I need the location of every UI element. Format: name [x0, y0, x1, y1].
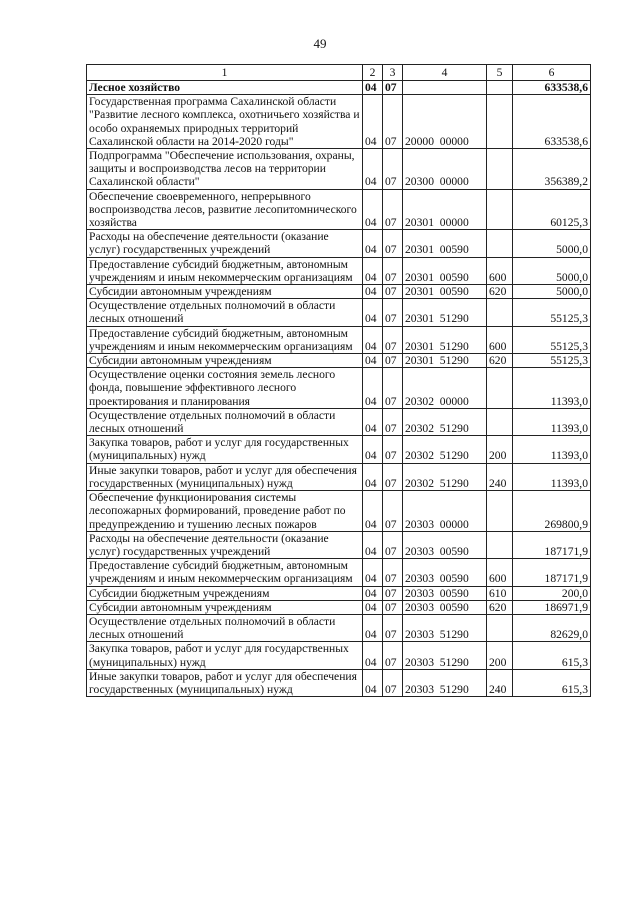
- cell-c5: [487, 95, 513, 149]
- cell-c3: 07: [383, 354, 403, 368]
- cell-c6: 82629,0: [513, 614, 591, 641]
- cell-c2: 04: [363, 257, 383, 284]
- cell-c2: 04: [363, 642, 383, 669]
- cell-c4: 20303 00590: [403, 600, 487, 614]
- cell-c5: 610: [487, 586, 513, 600]
- cell-c2: 04: [363, 285, 383, 299]
- cell-c4: 20303 00590: [403, 586, 487, 600]
- header-row: [87, 65, 591, 81]
- row-name: Закупка товаров, работ и услуг для государственных (муниципальных) нужд: [87, 642, 363, 669]
- cell-c4: 20301 51290: [403, 299, 487, 326]
- cell-c4: 20303 00590: [403, 559, 487, 586]
- row-name: Предоставление субсидий бюджетным, автономным учреждениям и иным некоммерческим организациям: [87, 257, 363, 284]
- cell-c6: 55125,3: [513, 354, 591, 368]
- table-row: [87, 436, 591, 463]
- cell-c4: 20303 51290: [403, 614, 487, 641]
- cell-c3: 07: [383, 149, 403, 190]
- table-row: [87, 669, 591, 696]
- cell-c4: 20301 00590: [403, 257, 487, 284]
- cell-c5: [487, 149, 513, 190]
- cell-c3: 07: [383, 600, 403, 614]
- table-row: [87, 368, 591, 409]
- cell-c4: 20301 00000: [403, 189, 487, 230]
- cell-c6: 55125,3: [513, 299, 591, 326]
- cell-c6: 269800,9: [513, 491, 591, 532]
- cell-c4: 20301 51290: [403, 354, 487, 368]
- table-row: [87, 642, 591, 669]
- row-name: Осуществление отдельных полномочий в области лесных отношений: [87, 408, 363, 435]
- cell-c2: 04: [363, 436, 383, 463]
- cell-c4: 20302 51290: [403, 436, 487, 463]
- cell-c3: 07: [383, 491, 403, 532]
- table-row: [87, 230, 591, 257]
- cell-c3: 07: [383, 189, 403, 230]
- table-row: [87, 95, 591, 149]
- cell-c5: 600: [487, 257, 513, 284]
- cell-c5: [487, 189, 513, 230]
- cell-c5: 620: [487, 600, 513, 614]
- cell-c6: 615,3: [513, 642, 591, 669]
- cell-c2: 04: [363, 95, 383, 149]
- cell-c6: 11393,0: [513, 436, 591, 463]
- row-name: Субсидии автономным учреждениям: [87, 285, 363, 299]
- header-cell: 5: [487, 65, 513, 81]
- table-row: [87, 285, 591, 299]
- cell-c6: 11393,0: [513, 408, 591, 435]
- page-number: 49: [313, 36, 327, 51]
- cell-c4: 20303 00000: [403, 491, 487, 532]
- cell-c4: 20303 51290: [403, 669, 487, 696]
- cell-c6: 615,3: [513, 669, 591, 696]
- cell-c5: 200: [487, 436, 513, 463]
- budget-table: [86, 64, 591, 697]
- cell-c5: [487, 81, 513, 95]
- cell-c3: 07: [383, 257, 403, 284]
- row-name: Осуществление оценки состояния земель лесного фонда, повышение эффективного лесного проектирования и планирования: [87, 368, 363, 409]
- cell-c3: 07: [383, 669, 403, 696]
- cell-c3: 07: [383, 586, 403, 600]
- cell-c5: [487, 408, 513, 435]
- table-row: [87, 149, 591, 190]
- cell-c3: 07: [383, 531, 403, 558]
- table-row: [87, 408, 591, 435]
- cell-c3: 07: [383, 326, 403, 353]
- cell-c3: 07: [383, 81, 403, 95]
- row-name: Осуществление отдельных полномочий в области лесных отношений: [87, 614, 363, 641]
- table-row: [87, 257, 591, 284]
- row-name: Субсидии автономным учреждениям: [87, 354, 363, 368]
- table-row: [87, 559, 591, 586]
- table-row: [87, 354, 591, 368]
- header-cell: 6: [513, 65, 591, 81]
- cell-c4: 20302 00000: [403, 368, 487, 409]
- cell-c5: 600: [487, 559, 513, 586]
- cell-c4: 20301 51290: [403, 326, 487, 353]
- cell-c5: 620: [487, 285, 513, 299]
- cell-c4: 20300 00000: [403, 149, 487, 190]
- cell-c6: 5000,0: [513, 230, 591, 257]
- row-name: Расходы на обеспечение деятельности (оказание услуг) государственных учреждений: [87, 531, 363, 558]
- row-name: Расходы на обеспечение деятельности (оказание услуг) государственных учреждений: [87, 230, 363, 257]
- cell-c3: 07: [383, 285, 403, 299]
- cell-c4: 20303 00590: [403, 531, 487, 558]
- table-row: [87, 491, 591, 532]
- cell-c3: 07: [383, 463, 403, 490]
- cell-c3: 07: [383, 95, 403, 149]
- header-cell: 2: [363, 65, 383, 81]
- cell-c2: 04: [363, 614, 383, 641]
- cell-c6: 11393,0: [513, 463, 591, 490]
- cell-c2: 04: [363, 463, 383, 490]
- table-row: [87, 531, 591, 558]
- table-row: [87, 614, 591, 641]
- cell-c2: 04: [363, 600, 383, 614]
- cell-c4: [403, 81, 487, 95]
- header-cell: 1: [87, 65, 363, 81]
- cell-c5: 240: [487, 669, 513, 696]
- cell-c6: 200,0: [513, 586, 591, 600]
- cell-c2: 04: [363, 354, 383, 368]
- cell-c2: 04: [363, 586, 383, 600]
- row-name: Иные закупки товаров, работ и услуг для обеспечения государственных (муниципальных) нужд: [87, 669, 363, 696]
- cell-c6: 356389,2: [513, 149, 591, 190]
- row-name: Лесное хозяйство: [87, 81, 363, 95]
- cell-c2: 04: [363, 408, 383, 435]
- cell-c5: 240: [487, 463, 513, 490]
- cell-c3: 07: [383, 436, 403, 463]
- cell-c3: 07: [383, 299, 403, 326]
- table-row: [87, 81, 591, 95]
- header-cell: 4: [403, 65, 487, 81]
- cell-c2: 04: [363, 81, 383, 95]
- cell-c6: 633538,6: [513, 95, 591, 149]
- cell-c2: 04: [363, 559, 383, 586]
- row-name: Предоставление субсидий бюджетным, автономным учреждениям и иным некоммерческим организациям: [87, 326, 363, 353]
- cell-c4: 20301 00590: [403, 285, 487, 299]
- cell-c6: 186971,9: [513, 600, 591, 614]
- cell-c6: 5000,0: [513, 257, 591, 284]
- cell-c2: 04: [363, 368, 383, 409]
- table-row: [87, 586, 591, 600]
- cell-c6: 55125,3: [513, 326, 591, 353]
- cell-c3: 07: [383, 614, 403, 641]
- cell-c6: 11393,0: [513, 368, 591, 409]
- cell-c6: 187171,9: [513, 559, 591, 586]
- cell-c2: 04: [363, 491, 383, 532]
- row-name: Иные закупки товаров, работ и услуг для обеспечения государственных (муниципальных) нужд: [87, 463, 363, 490]
- cell-c4: 20303 51290: [403, 642, 487, 669]
- cell-c3: 07: [383, 230, 403, 257]
- cell-c3: 07: [383, 559, 403, 586]
- cell-c3: 07: [383, 642, 403, 669]
- cell-c4: 20301 00590: [403, 230, 487, 257]
- row-name: Предоставление субсидий бюджетным, автономным учреждениям и иным некоммерческим организациям: [87, 559, 363, 586]
- cell-c3: 07: [383, 408, 403, 435]
- cell-c6: 633538,6: [513, 81, 591, 95]
- row-name: Обеспечение функционирования системы лесопожарных формирований, проведение работ по предупреждению и тушению лесных пожаров: [87, 491, 363, 532]
- cell-c5: [487, 614, 513, 641]
- cell-c4: 20000 00000: [403, 95, 487, 149]
- table-row: [87, 189, 591, 230]
- cell-c5: 200: [487, 642, 513, 669]
- cell-c2: 04: [363, 230, 383, 257]
- cell-c6: 187171,9: [513, 531, 591, 558]
- cell-c2: 04: [363, 149, 383, 190]
- table-row: [87, 600, 591, 614]
- cell-c5: [487, 299, 513, 326]
- cell-c2: 04: [363, 189, 383, 230]
- table-row: [87, 326, 591, 353]
- cell-c5: [487, 491, 513, 532]
- row-name: Закупка товаров, работ и услуг для государственных (муниципальных) нужд: [87, 436, 363, 463]
- table-row: [87, 463, 591, 490]
- cell-c2: 04: [363, 326, 383, 353]
- header-cell: 3: [383, 65, 403, 81]
- row-name: Обеспечение своевременного, непрерывного воспроизводства лесов, развитие лесопитомнического хозяйства: [87, 189, 363, 230]
- cell-c5: [487, 531, 513, 558]
- cell-c3: 07: [383, 368, 403, 409]
- cell-c6: 5000,0: [513, 285, 591, 299]
- cell-c5: [487, 368, 513, 409]
- row-name: Осуществление отдельных полномочий в области лесных отношений: [87, 299, 363, 326]
- table-row: [87, 299, 591, 326]
- cell-c2: 04: [363, 669, 383, 696]
- cell-c5: 620: [487, 354, 513, 368]
- row-name: Субсидии автономным учреждениям: [87, 600, 363, 614]
- cell-c2: 04: [363, 299, 383, 326]
- cell-c5: [487, 230, 513, 257]
- cell-c4: 20302 51290: [403, 463, 487, 490]
- cell-c2: 04: [363, 531, 383, 558]
- row-name: Субсидии бюджетным учреждениям: [87, 586, 363, 600]
- row-name: Государственная программа Сахалинской области "Развитие лесного комплекса, охотничьего хозяйства и особо охраняемых природных территорий Сахалинской области на 2014-2020 годы": [87, 95, 363, 149]
- cell-c6: 60125,3: [513, 189, 591, 230]
- row-name: Подпрограмма "Обеспечение использования, охраны, защиты и воспроизводства лесов на территории Сахалинской области": [87, 149, 363, 190]
- cell-c5: 600: [487, 326, 513, 353]
- cell-c4: 20302 51290: [403, 408, 487, 435]
